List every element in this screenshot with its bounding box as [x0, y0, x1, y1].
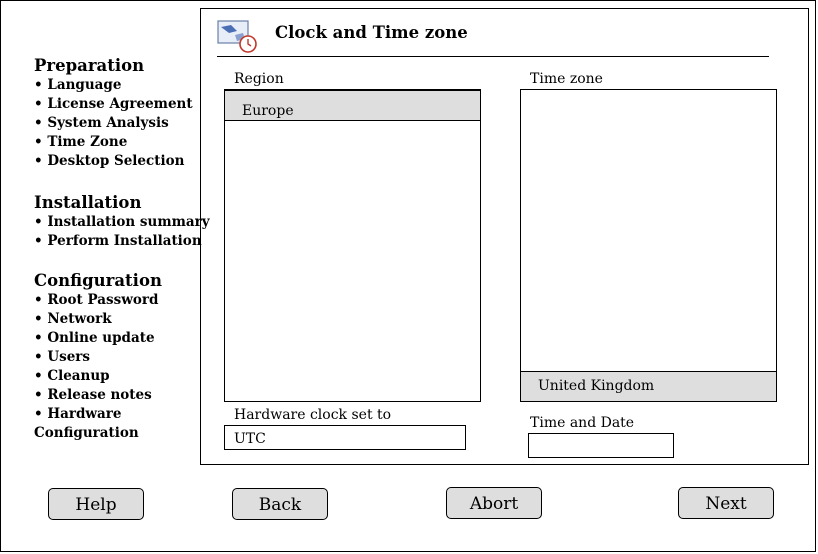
- section-installation: [34, 193, 210, 251]
- title-divider: [217, 56, 769, 57]
- clock-timezone-icon: [217, 19, 259, 55]
- step-perform-installation: • Perform Installation: [34, 233, 202, 249]
- page-title: Clock and Time zone: [275, 23, 468, 42]
- region-selected-label: Europe: [242, 103, 294, 119]
- time-date-field[interactable]: [528, 433, 674, 458]
- step-language: • Language: [34, 77, 122, 93]
- section-configuration: [34, 271, 204, 443]
- section-title: Configuration: [34, 271, 162, 290]
- help-button[interactable]: Help: [48, 488, 144, 520]
- step-online-update: • Online update: [34, 330, 155, 346]
- step-root-password: • Root Password: [34, 292, 159, 308]
- section-title: Installation: [34, 193, 142, 212]
- abort-button[interactable]: Abort: [446, 487, 542, 519]
- step-release-notes: • Release notes: [34, 387, 152, 403]
- timezone-selected-row[interactable]: [521, 371, 776, 402]
- timezone-label: Time zone: [530, 71, 603, 87]
- step-hardware-configuration: Configuration: [34, 425, 139, 441]
- region-list[interactable]: [224, 89, 481, 402]
- hardware-clock-label: Hardware clock set to: [234, 407, 392, 423]
- time-date-label: Time and Date: [530, 415, 635, 431]
- step-desktop-selection: • Desktop Selection: [34, 153, 185, 169]
- step-system-analysis: • System Analysis: [34, 115, 169, 131]
- step-cleanup: • Cleanup: [34, 368, 110, 384]
- hardware-clock-field[interactable]: UTC: [224, 425, 466, 450]
- next-button[interactable]: Next: [678, 487, 774, 519]
- timezone-selected-label: United Kingdom: [538, 378, 655, 394]
- step-installation-summary: • Installation summary: [34, 214, 210, 230]
- step-network: • Network: [34, 311, 112, 327]
- region-label: Region: [234, 71, 284, 87]
- steps-sidebar: [34, 56, 210, 465]
- region-selected-row[interactable]: [225, 90, 480, 121]
- step-license-agreement: • License Agreement: [34, 96, 193, 112]
- main-panel: [200, 8, 809, 465]
- step-time-zone: • Time Zone: [34, 134, 128, 150]
- step-users: • Users: [34, 349, 91, 365]
- back-button[interactable]: Back: [232, 488, 328, 520]
- step-hardware: • Hardware: [34, 406, 122, 422]
- section-title: Preparation: [34, 56, 145, 75]
- timezone-list[interactable]: [520, 89, 777, 402]
- section-preparation: [34, 56, 204, 171]
